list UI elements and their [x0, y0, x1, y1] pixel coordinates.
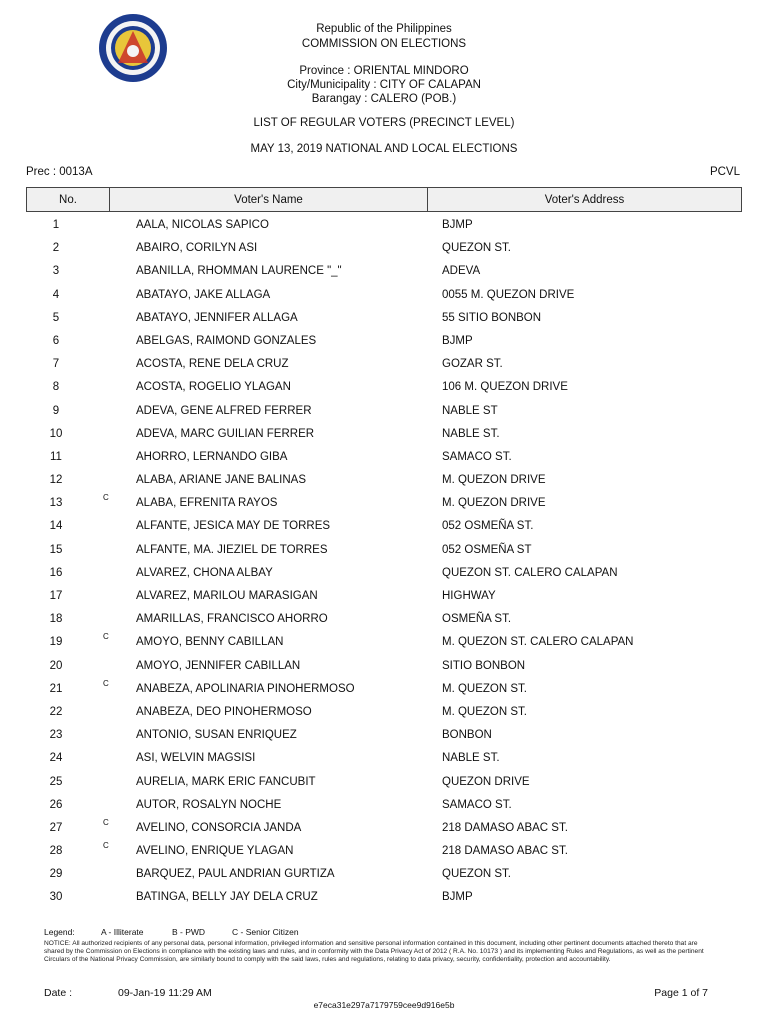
voter-name: AURELIA, MARK ERIC FANCUBIT	[136, 775, 316, 788]
legend-c: C - Senior Citizen	[232, 927, 299, 937]
voter-number: 3	[52, 265, 60, 278]
voter-name: ABATAYO, JAKE ALLAGA	[136, 288, 271, 301]
voter-name: ANTONIO, SUSAN ENRIQUEZ	[136, 729, 297, 742]
precinct-label: Prec : 0013A	[26, 166, 93, 178]
table-row	[26, 701, 742, 724]
voter-address: M. QUEZON ST.	[442, 705, 527, 718]
voter-number: 6	[52, 334, 60, 347]
voter-name: ALABA, EFRENITA RAYOS	[136, 497, 278, 510]
voter-number: 27	[49, 821, 63, 834]
table-row	[26, 886, 742, 909]
date-label: Date :	[44, 987, 73, 999]
table-row	[26, 307, 742, 330]
voter-address: SAMACO ST.	[442, 798, 512, 811]
voter-name: ACOSTA, ROGELIO YLAGAN	[136, 381, 291, 394]
voter-number: 14	[49, 520, 63, 533]
voter-address: 052 OSMEÑA ST	[442, 543, 532, 556]
column-header-name: Voter's Name	[110, 188, 428, 211]
table-row	[26, 237, 742, 260]
voter-category-code: C	[103, 841, 109, 851]
voter-number: 17	[49, 590, 63, 602]
table-row	[26, 376, 742, 399]
voter-category-code: C	[103, 493, 109, 503]
voter-name: AVELINO, CONSORCIA JANDA	[136, 821, 302, 834]
voter-name: ABATAYO, JENNIFER ALLAGA	[136, 311, 298, 324]
voter-number: 18	[49, 613, 63, 626]
table-row	[26, 771, 742, 794]
voter-number: 23	[49, 729, 63, 742]
voter-name: ADEVA, MARC GUILIAN FERRER	[136, 427, 315, 440]
table-row	[26, 423, 742, 446]
voter-address: QUEZON ST.	[442, 242, 512, 255]
voter-name: BATINGA, BELLY JAY DELA CRUZ	[136, 891, 318, 904]
table-row	[26, 562, 742, 585]
voter-number: 9	[52, 404, 60, 417]
voter-address: NABLE ST.	[442, 752, 500, 765]
voter-name: ANABEZA, APOLINARIA PINOHERMOSO	[136, 682, 355, 695]
table-row	[26, 515, 742, 538]
voter-address: BJMP	[442, 891, 473, 904]
legend-b: B - PWD	[172, 927, 206, 937]
list-title: LIST OF REGULAR VOTERS (PRECINCT LEVEL)	[253, 117, 515, 129]
voter-address: 218 DAMASO ABAC ST.	[442, 821, 568, 834]
voter-address: 218 DAMASO ABAC ST.	[442, 845, 568, 858]
table-header	[26, 187, 742, 212]
voter-number: 28	[49, 845, 63, 858]
list-type-label: PCVL	[709, 166, 740, 178]
voter-name: ALFANTE, MA. JIEZIEL DE TORRES	[136, 543, 328, 556]
voter-address: M. QUEZON ST.	[442, 682, 527, 695]
republic-line: Republic of the Philippines	[316, 23, 452, 35]
voter-name: ALVAREZ, MARILOU MARASIGAN	[136, 590, 318, 602]
voter-number: 8	[52, 381, 60, 394]
voter-name: AALA, NICOLAS SAPICO	[136, 219, 269, 231]
voter-name: ACOSTA, RENE DELA CRUZ	[136, 358, 289, 371]
voter-name: AMARILLAS, FRANCISCO AHORRO	[136, 613, 328, 626]
table-row	[26, 469, 742, 492]
table-row	[26, 330, 742, 353]
voter-address: M. QUEZON DRIVE	[442, 497, 546, 510]
province-line: Province : ORIENTAL MINDORO	[299, 65, 469, 77]
voter-number: 2	[52, 242, 60, 255]
voter-number: 13	[49, 497, 63, 510]
table-row	[26, 678, 742, 701]
commission-line: COMMISSION ON ELECTIONS	[301, 38, 467, 50]
table-row	[26, 863, 742, 886]
voter-address: QUEZON ST. CALERO CALAPAN	[442, 566, 618, 579]
voter-address: NABLE ST.	[442, 427, 500, 440]
table-row	[26, 353, 742, 376]
voter-number: 7	[52, 358, 60, 371]
voter-number: 25	[49, 775, 63, 788]
voter-address: HIGHWAY	[442, 590, 496, 602]
voter-number: 20	[49, 659, 63, 672]
table-row	[26, 539, 742, 562]
voter-address: OSMEÑA ST.	[442, 613, 512, 626]
voter-address: SITIO BONBON	[442, 659, 526, 672]
voter-list	[26, 214, 742, 910]
voter-category-code: C	[103, 817, 109, 827]
voter-name: ASI, WELVIN MAGSISI	[136, 752, 256, 765]
voter-category-code: C	[103, 678, 109, 688]
voter-name: ABAIRO, CORILYN ASI	[136, 242, 258, 255]
voter-address: 106 M. QUEZON DRIVE	[442, 381, 568, 394]
voter-number: 16	[49, 566, 63, 579]
voter-address: GOZAR ST.	[442, 358, 503, 371]
table-row	[26, 492, 742, 515]
voter-number: 26	[49, 798, 63, 811]
table-row	[26, 747, 742, 770]
voter-address: 0055 M. QUEZON DRIVE	[442, 288, 575, 301]
table-row	[26, 214, 742, 237]
voter-address: BJMP	[442, 334, 473, 347]
voter-name: ABANILLA, RHOMMAN LAURENCE "_"	[136, 265, 342, 278]
table-row	[26, 284, 742, 307]
voter-name: ALFANTE, JESICA MAY DE TORRES	[136, 520, 331, 533]
voter-name: ALABA, ARIANE JANE BALINAS	[136, 474, 307, 487]
voter-number: 5	[52, 311, 60, 324]
table-row	[26, 631, 742, 654]
table-row	[26, 817, 742, 840]
voter-name: ABELGAS, RAIMOND GONZALES	[136, 334, 317, 347]
voter-address: M. QUEZON ST. CALERO CALAPAN	[442, 636, 634, 649]
city-line: City/Municipality : CITY OF CALAPAN	[287, 79, 481, 91]
voter-name: BARQUEZ, PAUL ANDRIAN GURTIZA	[136, 868, 335, 881]
table-row	[26, 724, 742, 747]
voter-number: 15	[49, 543, 63, 556]
document-hash: e7eca31e297a7179759cee9d916e5b	[313, 1000, 455, 1010]
voter-address: 55 SITIO BONBON	[442, 311, 542, 324]
barangay-line: Barangay : CALERO (POB.)	[311, 93, 457, 105]
voter-number: 11	[50, 450, 62, 463]
voter-address: QUEZON ST.	[442, 868, 512, 881]
voter-address: NABLE ST	[442, 404, 498, 417]
column-header-no: No.	[27, 188, 110, 211]
page-number: Page 1 of 7	[654, 987, 708, 999]
voter-number: 22	[49, 705, 63, 718]
voter-number: 19	[49, 636, 63, 649]
voter-number: 1	[52, 219, 60, 231]
voter-name: AMOYO, JENNIFER CABILLAN	[136, 659, 301, 672]
voter-name: ANABEZA, DEO PINOHERMOSO	[136, 705, 312, 718]
voter-number: 12	[49, 474, 63, 487]
legend-a: A - Illiterate	[101, 927, 144, 937]
voter-address: M. QUEZON DRIVE	[442, 474, 546, 487]
voter-name: ADEVA, GENE ALFRED FERRER	[136, 404, 312, 417]
voter-address: ADEVA	[442, 265, 481, 278]
date-value: 09-Jan-19 11:29 AM	[118, 987, 212, 999]
table-row	[26, 400, 742, 423]
table-row	[26, 840, 742, 863]
table-row	[26, 446, 742, 469]
column-header-address: Voter's Address	[544, 193, 625, 206]
voter-number: 10	[49, 427, 63, 440]
voter-name: AVELINO, ENRIQUE YLAGAN	[136, 845, 294, 858]
voter-address: QUEZON DRIVE	[442, 775, 530, 788]
voter-category-code: C	[103, 632, 109, 642]
voter-address: 052 OSMEÑA ST.	[442, 520, 534, 533]
voter-number: 29	[49, 868, 63, 881]
voter-name: AUTOR, ROSALYN NOCHE	[136, 798, 282, 811]
voter-address: SAMACO ST.	[442, 450, 512, 463]
table-row	[26, 585, 742, 608]
voter-name: AHORRO, LERNANDO GIBA	[136, 450, 288, 463]
privacy-notice: NOTICE: All authorized recipients of any personal data, personal information, privileged information and sensitive personal information contained in this document, including other pertinent documents attached thereto that are shared by the Commission on Elections in compliance with the existing laws and rules, and in conformity with the Data Privacy Act of 2012 ( R.A. No. 10173 ) and its implementing Rules and Regulations, as well as the pertinent Circulars of the National Privacy Commission, are similarly bound to comply with the said laws, rules and regulations, relating to data privacy, security, confidentiality, protection and accountability.	[44, 940, 704, 963]
voter-address: BONBON	[442, 729, 492, 742]
voter-number: 30	[49, 891, 63, 904]
voter-number: 4	[52, 288, 60, 301]
voter-name: ALVAREZ, CHONA ALBAY	[136, 566, 273, 579]
voter-number: 21	[49, 682, 63, 695]
election-title: MAY 13, 2019 NATIONAL AND LOCAL ELECTIONS	[250, 143, 518, 155]
voter-address: BJMP	[442, 219, 473, 231]
voter-name: AMOYO, BENNY CABILLAN	[136, 636, 284, 649]
table-row	[26, 794, 742, 817]
legend-label: Legend:	[44, 927, 75, 937]
table-row	[26, 655, 742, 678]
table-row	[26, 260, 742, 283]
voter-number: 24	[49, 752, 63, 765]
table-row	[26, 608, 742, 631]
